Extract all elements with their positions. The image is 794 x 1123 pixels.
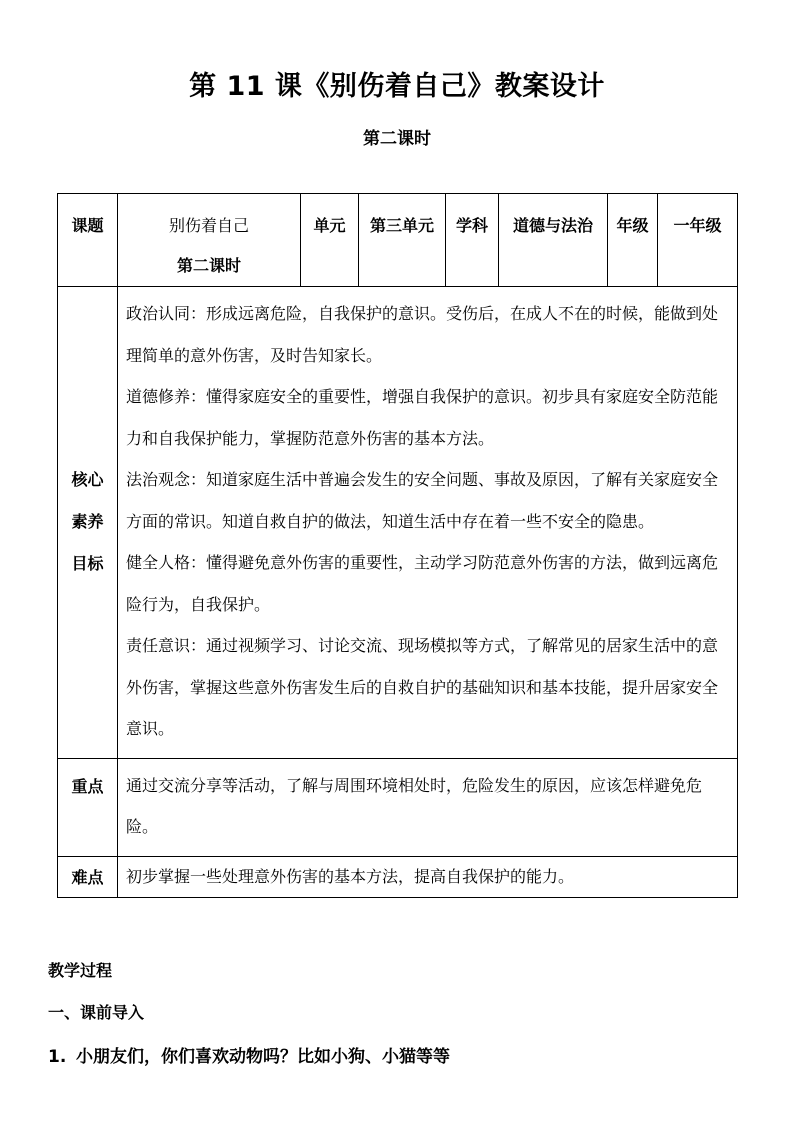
item-number: 1. — [48, 1047, 67, 1067]
core-goals-content — [118, 287, 738, 759]
header-row — [58, 194, 738, 287]
subject-value-cell — [499, 194, 608, 287]
difficulty-row — [58, 856, 738, 897]
core-goal-item: 责任意识：通过视频学习、讨论交流、现场模拟等方式，了解常见的居家生活中的意外伤害，掌握这些意外伤害发生后的自救自护的基础知识和基本技能，提升居家安全意识。 — [126, 636, 719, 738]
topic-value-cell — [118, 194, 301, 287]
core-goals-row — [58, 287, 738, 759]
core-goals-label — [58, 287, 118, 759]
core-goal-item: 法治观念：知道家庭生活中普遍会发生的安全问题、事故及原因，了解有关家庭安全方面的常识。知道自救自护的做法，知道生活中存在着一些不安全的隐患。 — [126, 470, 719, 531]
document-title: 第 11 课《别伤着自己》教案设计 — [189, 71, 605, 102]
section-intro-heading: 一、课前导入 — [48, 1003, 145, 1022]
core-goals-label-line: 素养 — [71, 512, 104, 532]
process-item-1 — [48, 1042, 450, 1067]
topic-session: 第二课时 — [176, 256, 241, 275]
core-goal-item: 政治认同：形成远离危险，自我保护的意识。受伤后，在成人不在的时候，能做到处理简单的意外伤害，及时告知家长。 — [126, 304, 719, 365]
unit-label: 单元 — [313, 216, 346, 235]
grade-label: 年级 — [616, 216, 649, 235]
subject-value: 道德与法治 — [512, 216, 593, 235]
topic-label-cell — [58, 194, 118, 287]
item-text: 小朋友们，你们喜欢动物吗？比如小狗、小猫等等 — [76, 1047, 450, 1067]
key-point-row — [58, 758, 738, 856]
grade-value-cell — [658, 194, 738, 287]
core-goals-label-line: 目标 — [71, 554, 104, 574]
document-subtitle: 第二课时 — [363, 129, 431, 149]
unit-value: 第三单元 — [369, 216, 434, 235]
core-goal-item: 健全人格：懂得避免意外伤害的重要性，主动学习防范意外伤害的方法，做到远离危险行为，自我保护。 — [126, 553, 719, 614]
topic-label: 课题 — [71, 216, 104, 235]
unit-label-cell — [301, 194, 359, 287]
topic-name: 别伤着自己 — [168, 216, 249, 235]
grade-label-cell — [608, 194, 658, 287]
difficulty-label: 难点 — [58, 856, 118, 897]
subject-label-cell — [446, 194, 499, 287]
core-goal-item: 道德修养：懂得家庭安全的重要性，增强自我保护的意识。初步具有家庭安全防范能力和自我保护能力，掌握防范意外伤害的基本方法。 — [126, 387, 719, 448]
core-goals-label-line: 核心 — [71, 470, 104, 490]
difficulty-text: 初步掌握一些处理意外伤害的基本方法，提高自我保护的能力。 — [118, 856, 738, 897]
teaching-process-heading: 教学过程 — [48, 961, 113, 980]
lesson-plan-table — [57, 193, 738, 898]
key-point-text: 通过交流分享等活动，了解与周围环境相处时，危险发生的原因，应该怎样避免危险。 — [118, 758, 738, 856]
subject-label: 学科 — [455, 216, 488, 235]
key-point-label: 重点 — [58, 758, 118, 856]
unit-value-cell — [359, 194, 446, 287]
grade-value: 一年级 — [673, 216, 722, 235]
